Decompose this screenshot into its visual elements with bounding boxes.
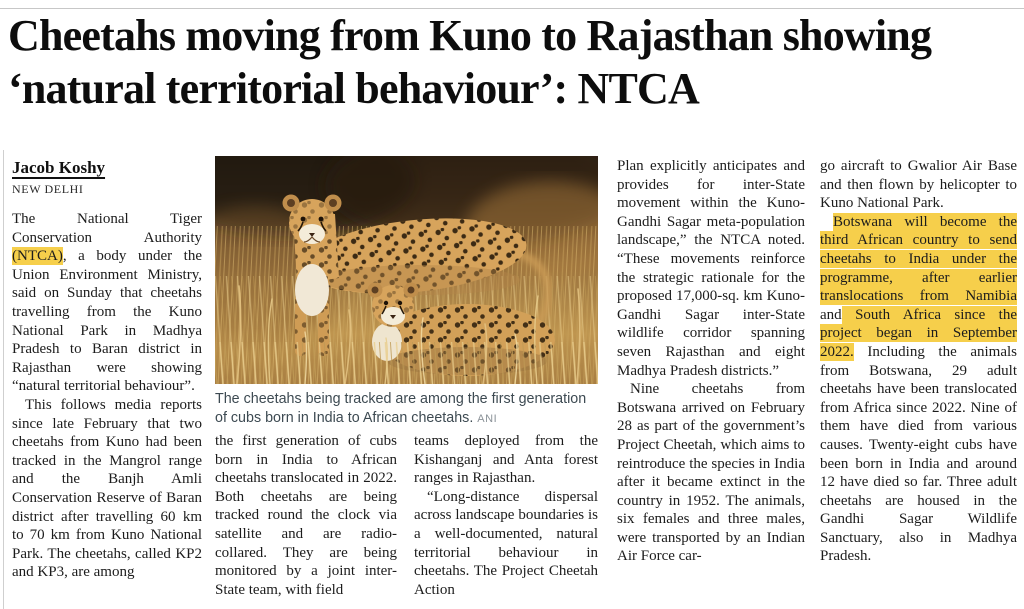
photo-caption xyxy=(215,390,598,428)
body-text: Including the animals from Botswana, 29 adult cheetahs have been translocated from Africa since 2022. Nine of them have died from various causes. Twenty-eight cubs have been born in India and around 12 have died so far. Three adult cheetahs are housed in the Gandhi Sagar Wildlife Sanctuary, also in Madhya Pradesh. xyxy=(820,343,1017,565)
byline-author: Jacob Koshy xyxy=(12,158,106,177)
highlighted-text: (NTCA) xyxy=(12,248,63,265)
paragraph xyxy=(215,432,397,599)
article-column-3 xyxy=(414,432,598,609)
dateline: NEW DELHI xyxy=(12,182,84,196)
byline-block xyxy=(12,158,204,197)
body-text: teams deployed from the Kishanganj and Anta forest ranges in Rajasthan. xyxy=(414,433,598,487)
body-text: go aircraft to Gwalior Air Base and then flown by helicopter to Kuno National Park. xyxy=(820,158,1017,212)
body-text: Plan explicitly anticipates and provides for inter-State movement within the Kuno-Gandhi Sagar meta-population landscape,” the NTCA noted. “These movements reinforce the strategic rationale for the proposed 17,000-sq. km Kuno-Gandhi Sagar inter-State wildlife corridor spanning seven Rajasthan and eight Madhya Pradesh districts.” xyxy=(617,158,805,379)
paragraph xyxy=(617,380,805,566)
paragraph xyxy=(12,396,202,582)
body-text: This follows media reports since late February that two cheetahs from Kuno had been tracked in the Mangrol range and the Banjh Amli Conservation Reserve of Baran district after travelling 60 km to 70 km from Kuno National Park. The cheetahs, called KP2 and KP3, are among xyxy=(12,396,202,581)
article-column-1 xyxy=(12,210,202,609)
paragraph xyxy=(617,157,805,380)
left-column-rule xyxy=(3,150,4,609)
photo-credit-ani: ANI xyxy=(477,412,498,425)
body-text: The National Tiger Conservation Authority xyxy=(12,211,202,246)
cheetah-photo xyxy=(215,156,598,384)
paragraph xyxy=(12,210,202,396)
headline: Cheetahs moving from Kuno to Rajasthan showing ‘natural territorial behaviour’: NTCA xyxy=(8,11,932,113)
body-text: and xyxy=(820,306,842,323)
highlighted-text: Botswana will become the third African country to send cheetahs to India under the programme, after earlier translocations from Namibia xyxy=(820,213,1017,305)
top-rule xyxy=(0,8,1024,9)
body-text: , a body under the Union Environment Ministry, said on Sunday that cheetahs travelling from the Kuno National Park in Madhya Pradesh to Baran district in Rajasthan were showing “natural territorial behaviour”. xyxy=(12,248,202,395)
body-text: “Long-distance dispersal across landscape boundaries is a well-documented, natural territorial behaviour in cheetahs. The Project Cheetah Action xyxy=(414,488,598,598)
paragraph xyxy=(820,157,1017,213)
photo-caption-text: The cheetahs being tracked are among the first generation of cubs born in India to African cheetahs. xyxy=(215,391,587,426)
paragraph xyxy=(414,488,598,600)
body-text: the first generation of cubs born in India to African cheetahs translocated in 2022. Both cheetahs are being tracked round the clock via satellite and are radio-collared. They are being monitored by a joint inter-State team, with field xyxy=(215,433,397,598)
article-column-4 xyxy=(617,157,805,609)
highlighted-text: South Africa since the project began in September 2022. xyxy=(820,306,1017,360)
article-column-2 xyxy=(215,432,397,609)
paragraph xyxy=(820,213,1017,566)
paragraph xyxy=(414,432,598,488)
body-text: Nine cheetahs from Botswana arrived on February 28 as part of the government’s Project Cheetah, which aims to reintroduce the species in India after it became extinct in the country in 1952. The animals, six females and three males, were transported by an Indian Air Force car- xyxy=(617,381,805,565)
photo-block xyxy=(215,156,598,442)
article-column-5 xyxy=(820,157,1017,609)
